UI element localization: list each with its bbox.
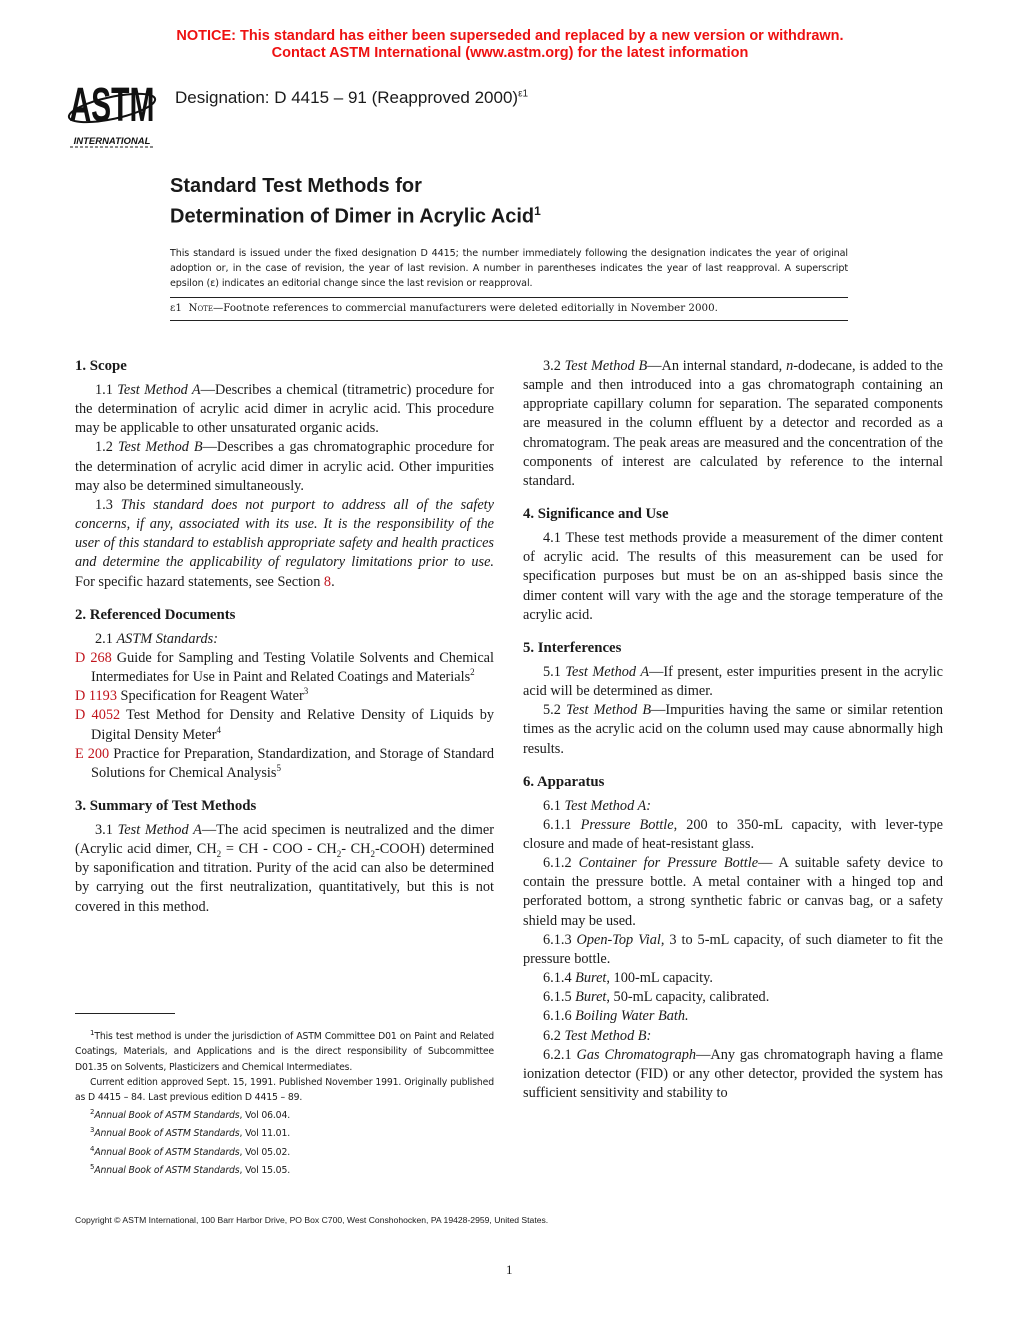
divider [170,320,848,321]
reference-item: E 200 Practice for Preparation, Standardization, and Storage of Standard Solutions for Chemical Analysis$^5$ [75,745,494,781]
footnote-4: $^4$Annual Book of ASTM Standards, Vol 05.02. [90,1144,291,1158]
footnote-divider [75,1013,175,1014]
footnote-5: $^5$Annual Book of ASTM Standards, Vol 15.05. [90,1163,291,1177]
paragraph-3-2: 3.2 Test Method B—An internal standard, n-dodecane, is added to the sample and then introduced into a gas chromatograph containing an appropriate capillary column for separation. The separated components are measured in the column effluent by a detector and recorded as a chromatogram. The peak areas are measured and the concentration of the components of interest are calculated by reference to the internal standard. [523,358,943,489]
designation-text: Designation: D 4415 – 91 (Reapproved 2000) [175,88,519,107]
reference-item: D 268 Guide for Sampling and Testing Volatile Solvents and Chemical Intermediates for Use in Paint and Related Coatings and Materials$^2$ [75,649,494,686]
paragraph-1-3: 1.3 This standard does not purport to address all of the safety concerns, if any, associated with its use. It is the responsibility of the user of this standard to establish appropriate safety and health practices and determine the applicability of regulatory limitations prior to use. For specific hazard statements, see Section 8. [75,496,494,590]
paragraph-1-1: 1.1 Test Method A—Describes a chemical (titrametric) procedure for the determination of acrylic acid dimer in acrylic acid. This procedure may be applicable to other unsaturated organic acids. [75,382,494,437]
title-line-2: Determination of Dimer in Acrylic Acid [170,205,535,228]
note-text: —Footnote references to commercial manufacturers were deleted editorially in November 2000. [212,302,718,314]
section-8-link[interactable]: 8 [323,573,332,590]
reference-item: D 1193 Specification for Reagent Water$^3$ [75,686,309,705]
designation-epsilon: ε1 [518,88,529,100]
paragraph-5-1: 5.1 Test Method A—If present, ester impurities present in the acrylic acid will be determined as dimer. [523,663,943,700]
section-heading-scope: 1. Scope [75,358,127,374]
reference-link-d1193[interactable]: D 1193 [75,688,117,705]
footnotes [75,1026,494,1178]
logo-letters: ASTM [69,79,155,132]
apparatus-item: 6.1 Test Method A: [543,797,652,814]
divider [170,297,848,298]
epsilon-mark: ε1 [170,302,182,314]
section-heading-referenced-documents: 2. Referenced Documents [75,606,236,623]
note-label: Note [188,302,213,314]
paragraph-1-2: 1.2 Test Method B—Describes a gas chromatographic procedure for the determination of acrylic acid dimer in acrylic acid. Other impurities may also be determined simultaneously. [75,439,494,494]
left-column [75,357,494,917]
title-footnote-mark: 1 [534,204,541,218]
footnote-1-edition: Current edition approved Sept. 15, 1991. Published November 1991. Originally published as D 4415 – 84. Last previous edition D 4415 – 89. [75,1076,494,1103]
footnote-1: $^1$This test method is under the jurisdiction of ASTM Committee D01 on Paint and Related Coatings, Materials, and Applications and is the direct responsibility of Subcommittee D01.35 on Solvents, Plasticizers and Chemical Intermediates. [75,1029,494,1073]
withdrawal-notice [0,28,1020,62]
apparatus-item: 6.1.3 Open-Top Vial, 3 to 5-mL capacity, of such diameter to fit the pressure bottle. [523,931,943,967]
paragraph-5-2: 5.2 Test Method B—Impurities having the same or similar retention times as the acrylic acid on the column used may cause abnormally high results. [523,702,943,757]
page-number: 1 [506,1262,513,1277]
reference-item: D 4052 Test Method for Density and Relative Density of Liquids by Digital Density Meter$^4$ [75,707,494,743]
apparatus-item: 6.2.1 Gas Chromatograph—Any gas chromatograph having a flame ionization detector (FID) or any other detector, provided the system has sufficient sensitivity and stability to [523,1046,943,1101]
footnote-3: $^3$Annual Book of ASTM Standards, Vol 11.01. [90,1126,291,1140]
epsilon-note [170,302,718,314]
apparatus-item: 6.1.2 Container for Pressure Bottle— A suitable safety device to contain the pressure bottle. A metal container with a hinged top and perforated bottom, a strong synthetic fabric or canvas bag, or a safety shield may be used. [523,855,944,929]
paragraph-2-1: 2.1 ASTM Standards: [95,630,218,647]
designation [175,88,528,108]
reference-link-d268[interactable]: D 268 [75,649,112,666]
apparatus-item: 6.1.6 Boiling Water Bath. [543,1008,689,1025]
paragraph-4-1: 4.1 These test methods provide a measurement of the dimer content of acrylic acid. The results of this measurement can be used for specification purposes but must be on an as-shipped basis since the dimer content will vary with the age and the storage temperature of the acrylic acid. [523,530,943,623]
notice-line-1: NOTICE: This standard has either been superseded and replaced by a new version or withdrawn. [176,28,844,44]
astm-logo-icon [62,78,162,150]
paragraph-3-1: 3.1 Test Method A—The acid specimen is neutralized and the dimer (Acrylic acid dimer, $CH_2$ = CH - COO - $CH_2-$ $CH_2-COOH$) determined by saponification and titration. Purity of the acid can also be determined by carrying out the first neutralization, quantitatively, but this is not covered in this method. [75,821,494,915]
notice-line-2: Contact ASTM International (www.astm.org) for the latest information [271,45,749,61]
apparatus-item: 6.1.4 Buret, 100-mL capacity. [543,970,713,987]
reference-link-e200[interactable]: E 200 [75,745,110,762]
issuance-note: This standard is issued under the fixed designation D 4415; the number immediately following the designation indicates the year of original adoption or, in the case of revision, the year of last revision. A number in parentheses indicates the year of last reapproval. A superscript epsilon (ε) indicates an editorial change since the last revision or reapproval. [170,248,848,289]
section-heading-significance: 4. Significance and Use [523,506,669,523]
title-line-1: Standard Test Methods for [170,175,422,197]
document-title [170,174,541,230]
section-heading-summary: 3. Summary of Test Methods [75,797,257,814]
reference-link-d4052[interactable]: D 4052 [75,707,121,724]
copyright-notice: Copyright © ASTM International, 100 Barr Harbor Drive, PO Box C700, West Conshohocken, PA 19428-2959, United States. [75,1215,549,1225]
astm-logo [62,78,162,150]
right-column [523,357,943,1103]
logo-subtitle: INTERNATIONAL [73,136,151,147]
footnote-2: $^2$Annual Book of ASTM Standards, Vol 06.04. [90,1108,291,1122]
apparatus-item: 6.1.5 Buret, 50-mL capacity, calibrated. [543,989,770,1006]
apparatus-item: 6.2 Test Method B: [543,1027,652,1044]
apparatus-item: 6.1.1 Pressure Bottle, 200 to 350-mL capacity, with lever-type closure and made of heat-resistant glass. [523,816,943,852]
section-heading-interferences: 5. Interferences [523,639,622,656]
section-heading-apparatus: 6. Apparatus [523,773,605,790]
